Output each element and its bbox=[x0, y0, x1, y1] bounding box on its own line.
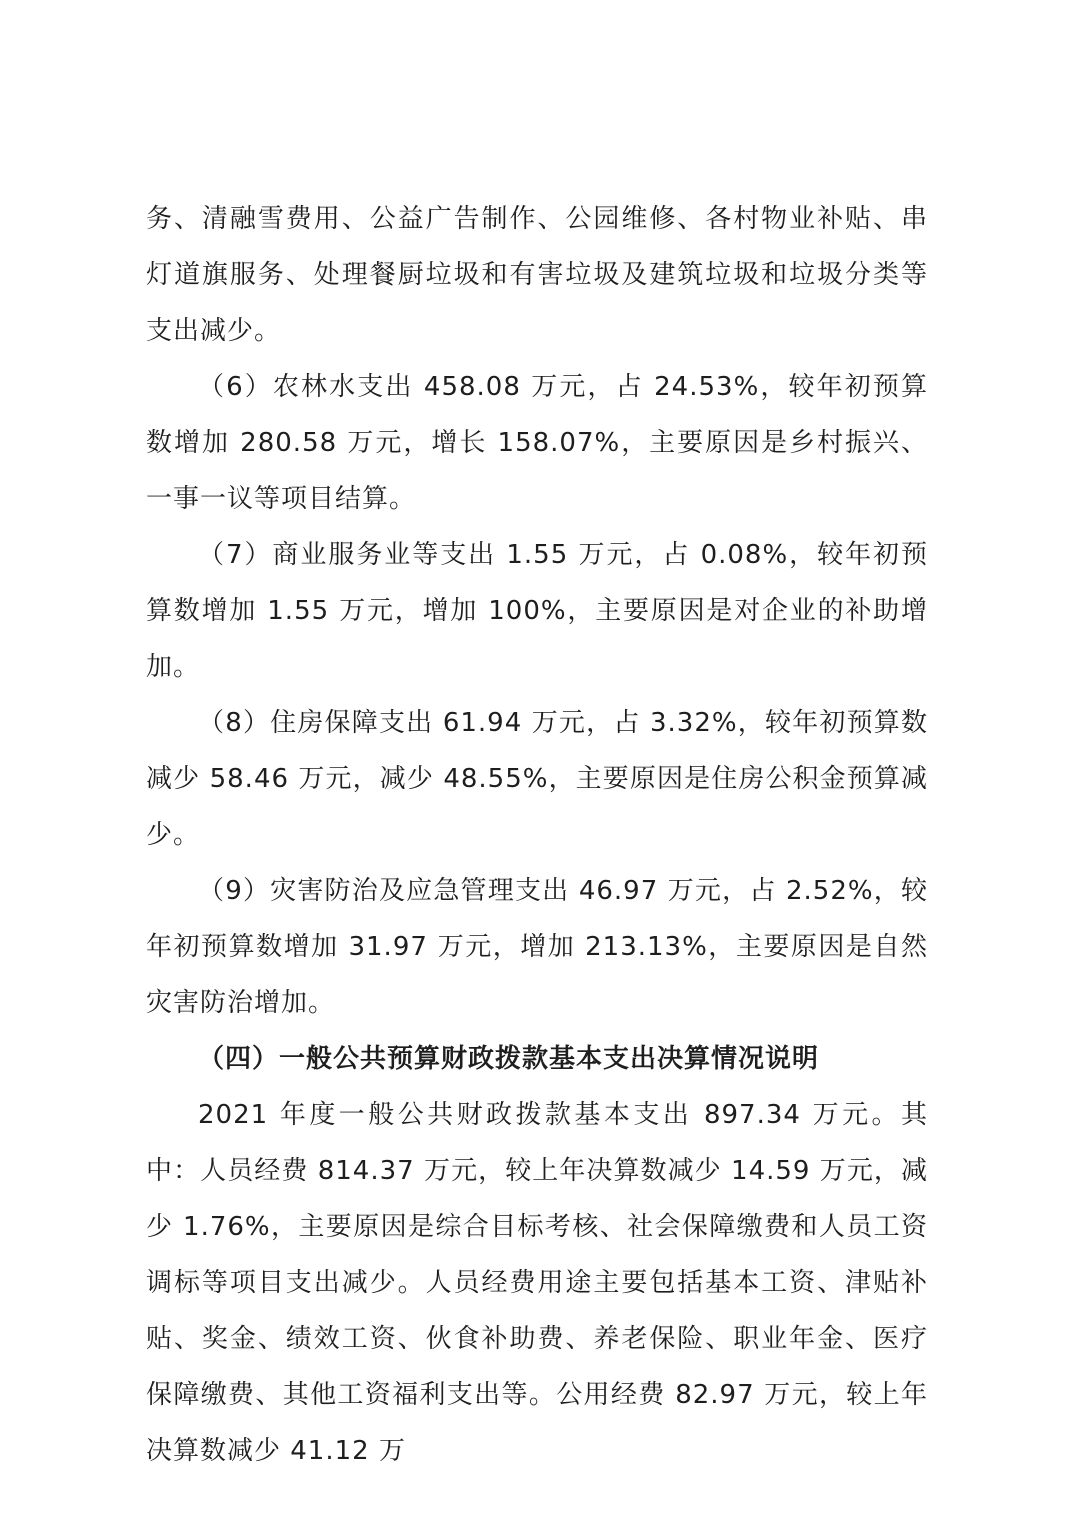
paragraph-basic-expenditure: 2021 年度一般公共财政拨款基本支出 897.34 万元。其中：人员经费 814.37 万元，较上年决算数减少 14.59 万元，减少 1.76%，主要原因是综合目标考核、社会保障缴费和人员工资调标等项目支出减少。人员经费用途主要包括基本工资、津贴补贴、奖金、绩效工资、伙食补助费、养老保险、职业年金、医疗保障缴费、其他工资福利支出等。公用经费 82.97 万元，较上年决算数减少 41.12 万 bbox=[146, 1100, 928, 1466]
paragraph-continuation: 务、清融雪费用、公益广告制作、公园维修、各村物业补贴、串灯道旗服务、处理餐厨垃圾和有害垃圾及建筑垃圾和垃圾分类等支出减少。 bbox=[146, 204, 928, 346]
document-body bbox=[146, 191, 928, 1479]
paragraph-item-6: （6）农林水支出 458.08 万元，占 24.53%，较年初预算数增加 280.58 万元，增长 158.07%，主要原因是乡村振兴、一事一议等项目结算。 bbox=[146, 372, 928, 514]
section-heading: （四）一般公共预算财政拨款基本支出决算情况说明 bbox=[198, 1044, 820, 1074]
paragraph-item-9: （9）灾害防治及应急管理支出 46.97 万元，占 2.52%，较年初预算数增加 31.97 万元，增加 213.13%，主要原因是自然灾害防治增加。 bbox=[146, 876, 928, 1018]
paragraph-item-7: （7）商业服务业等支出 1.55 万元，占 0.08%，较年初预算数增加 1.55 万元，增加 100%，主要原因是对企业的补助增加。 bbox=[146, 540, 928, 682]
paragraph-item-8: （8）住房保障支出 61.94 万元，占 3.32%，较年初预算数减少 58.46 万元，减少 48.55%，主要原因是住房公积金预算减少。 bbox=[146, 708, 928, 850]
